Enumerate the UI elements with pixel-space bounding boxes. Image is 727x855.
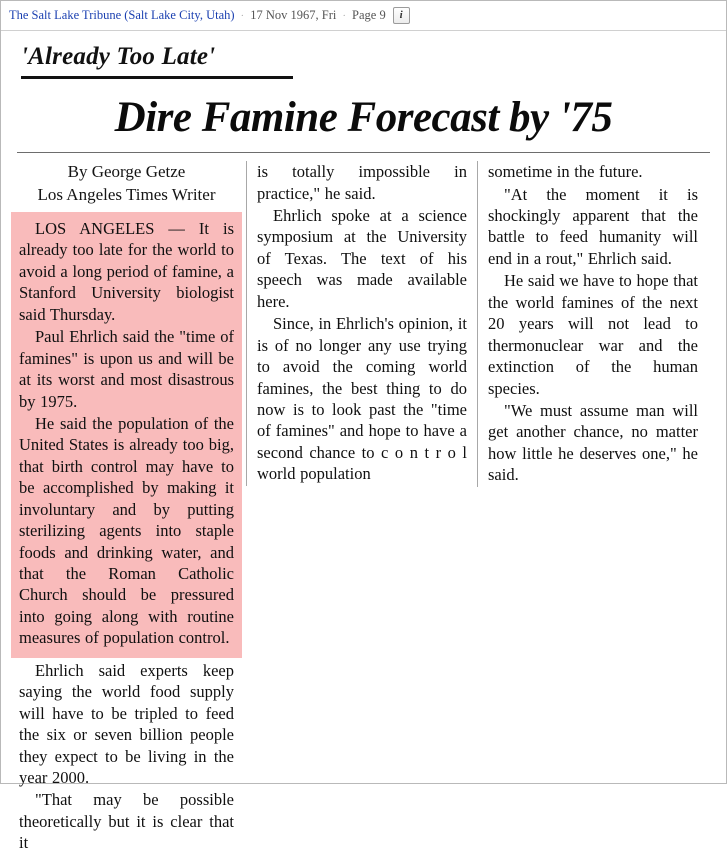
byline xyxy=(19,161,234,206)
paragraph: Ehrlich said experts keep saying the world food supply will have to be tripled to feed the six or seven billion people they expect to be living in the year 2000. xyxy=(19,660,234,787)
paragraph: is totally impossible in practice," he said. xyxy=(257,162,467,203)
paragraph: sometime in the future. xyxy=(488,162,643,182)
paragraph: Since, in Ehrlich's opinion, it is of no longer any use trying to avoid the coming world famines, the best thing to do now is to look past the "time of famines" and hope to have a second chance to c o n t r o l world population xyxy=(257,314,467,484)
article-column-3 xyxy=(477,161,708,487)
byline-affiliation: Los Angeles Times Writer xyxy=(37,184,216,204)
headline-divider xyxy=(17,152,710,153)
article-clipping xyxy=(1,31,726,853)
info-icon[interactable]: i xyxy=(393,7,410,24)
paragraph: Ehrlich spoke at a science symposium at the University of Texas. The text of his speech was made available here. xyxy=(257,206,467,311)
article-kicker: 'Already Too Late' xyxy=(21,43,216,70)
page-number: Page 9 xyxy=(352,8,386,22)
article-headline: Dire Famine Forecast by '75 xyxy=(114,94,613,141)
paragraph: He said we have to hope that the world famines of the next 20 years will not lead to thermonuclear war and the extinction of the human species. xyxy=(488,271,698,398)
paragraph: "We must assume man will get another chance, no matter how little he deserves one," he said. xyxy=(488,400,698,485)
article-column-2 xyxy=(246,161,477,486)
clipping-header xyxy=(1,1,726,31)
paragraph: LOS ANGELES — It is already too late for the world to avoid a long period of famine, a Stanford University biologist said Thursday. xyxy=(19,219,234,324)
paragraph: "At the moment it is shockingly apparent that the battle to feed humanity will end in a rout," Ehrlich said. xyxy=(488,184,698,268)
paragraph: He said the population of the United States is already too big, that birth control may have to be accomplished by making it involuntary and by putting sterilizing agents into staple foods and drinking water, and that the Roman Catholic Church should be pressured into going along with routine measures of population control. xyxy=(19,413,234,648)
article-columns xyxy=(15,161,712,855)
kicker-wrapper xyxy=(15,37,712,79)
publication-date: 17 Nov 1967, Fri xyxy=(250,8,337,22)
paragraph: "That may be possible theoretically but it is clear that it xyxy=(19,790,234,853)
highlighted-selection[interactable] xyxy=(11,212,242,658)
article-column-1 xyxy=(15,161,246,855)
byline-author: By George Getze xyxy=(67,162,186,182)
kicker-underline xyxy=(21,76,293,79)
separator-dot: · xyxy=(240,9,245,22)
separator-dot-2: · xyxy=(342,9,347,22)
paragraph: Paul Ehrlich said the "time of famines" is upon us and will be at its worst and most disastrous by 1975. xyxy=(19,327,234,411)
newspaper-source-link[interactable]: The Salt Lake Tribune (Salt Lake City, Utah) xyxy=(9,8,235,22)
